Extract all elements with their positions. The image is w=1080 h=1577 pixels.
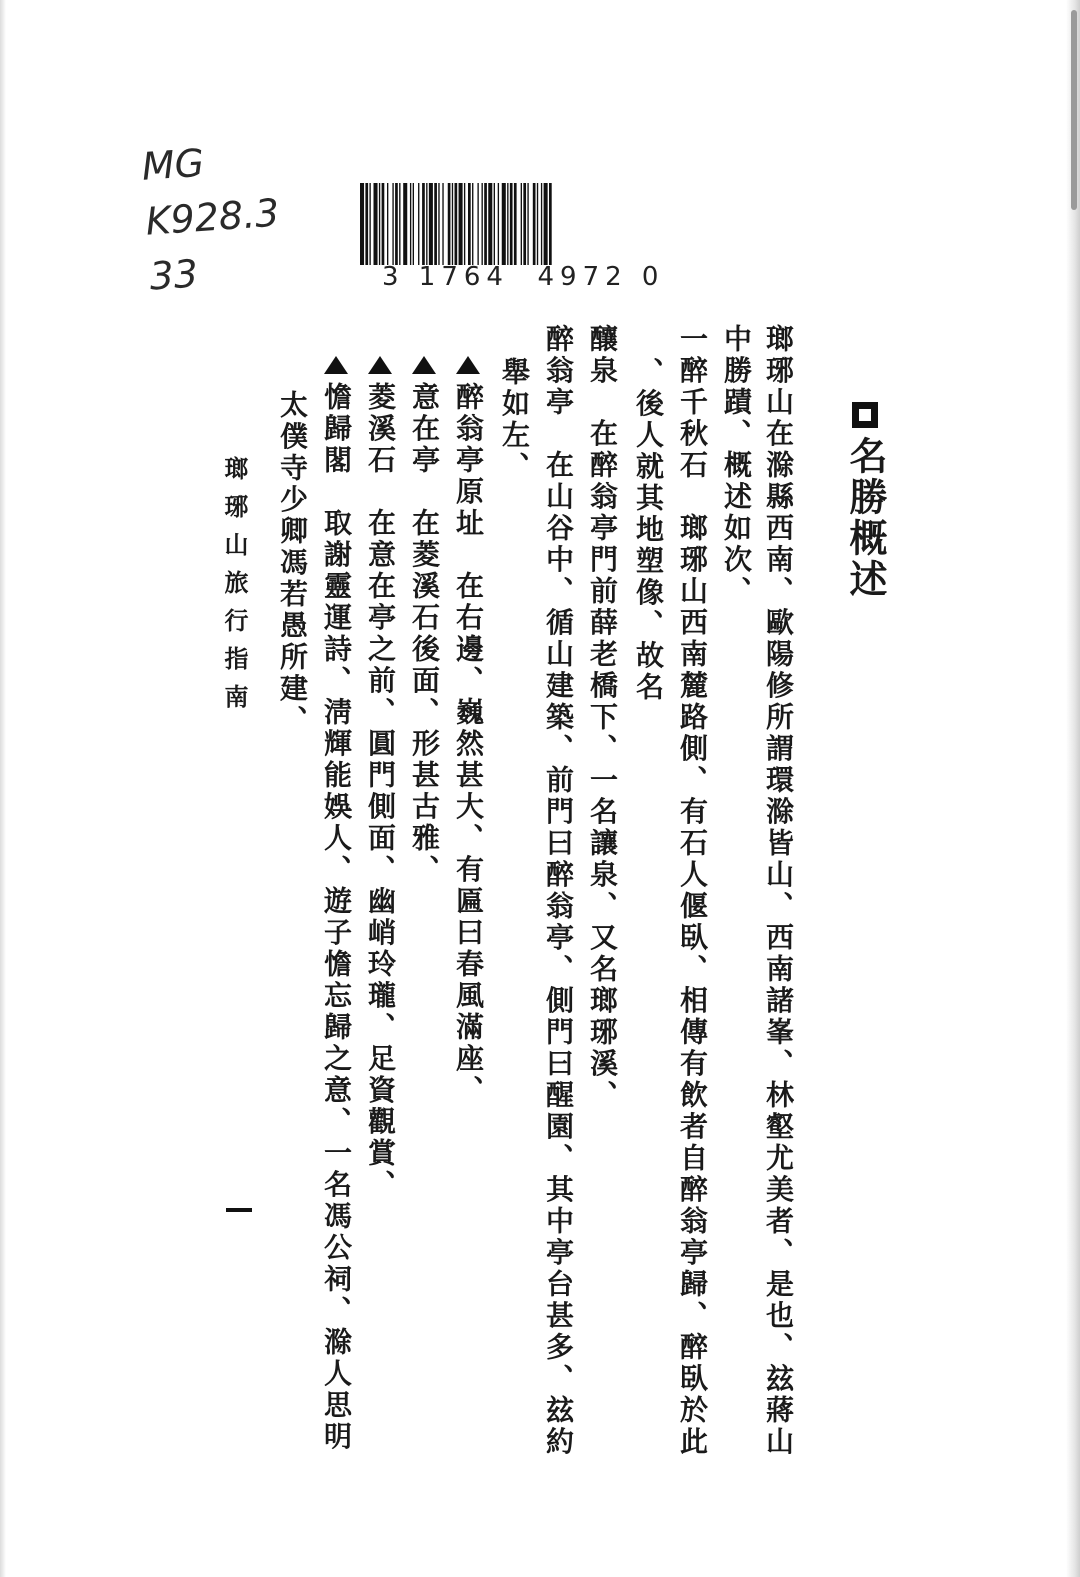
text-column: 舉如左、 (498, 357, 531, 483)
barcode-bar (448, 183, 451, 265)
barcode-bar (472, 183, 473, 265)
barcode-bar (494, 183, 495, 265)
handwritten-call-number (140, 131, 285, 305)
barcode-bar (452, 183, 453, 265)
text-column: 釀泉 在醉翁亭門前薛老橋下、一名讓泉、又名瑯琊溪、 (586, 324, 619, 1112)
barcode-bar (477, 183, 478, 265)
barcode-bar (533, 183, 536, 265)
text-column: 一醉千秋石 瑯琊山西南麓路側、有石人偃臥、相傳有飲者自醉翁亭歸、醉臥於此 (676, 324, 709, 1458)
list-item-text: 意在亭 在菱溪石後面、形甚古雅、 (408, 382, 441, 886)
heading-text: 名勝概述 (843, 436, 888, 600)
barcode-bar (387, 183, 388, 265)
section-heading (843, 402, 888, 600)
barcode-bar (418, 183, 419, 265)
barcode-bar (510, 183, 513, 265)
barcode-bar (521, 183, 522, 265)
barcode-bar (482, 183, 483, 265)
page-number-mark (226, 1208, 252, 1212)
list-item-text: 憺歸閣 取謝靈運詩、淸輝能娛人、遊子憺忘歸之意、一名馮公祠、滁人思明 (320, 382, 353, 1453)
list-item-text: 醉翁亭原址 在右邊、巍然甚大、有匾曰春風滿座、 (452, 382, 485, 1107)
list-item-text: 菱溪石 在意在亭之前、圓門側面、幽峭玲瓏、足資觀賞、 (364, 382, 397, 1201)
barcode-bar (488, 183, 492, 265)
square-bullet-icon (852, 402, 878, 428)
call-number-line: K928.3 (144, 190, 281, 244)
barcode-bar (537, 183, 538, 265)
list-item (320, 356, 353, 1453)
barcode-bar (399, 183, 400, 265)
barcode-bar (549, 183, 552, 265)
barcode-bar (360, 183, 364, 265)
call-number-line: 33 (148, 251, 200, 299)
barcode-bar (468, 183, 471, 265)
barcode-bar (374, 183, 378, 265)
triangle-bullet-icon (412, 356, 436, 374)
page-edge-shadow (1066, 0, 1080, 1577)
barcode-bar (544, 183, 548, 265)
scrollbar-thumb[interactable] (1071, 10, 1077, 210)
text-column: 、後人就其地塑像、故名 (632, 357, 665, 704)
list-item (364, 356, 397, 1201)
barcode-bar (438, 183, 439, 265)
page-edge (0, 0, 6, 1577)
running-footer: 瑯琊山旅行指南 (220, 456, 249, 722)
barcode-bar (434, 183, 437, 265)
barcode-bar (527, 183, 528, 265)
barcode-bar (403, 183, 407, 265)
barcode-bar (429, 183, 433, 265)
barcode-bar (442, 183, 443, 265)
text-column: 醉翁亭 在山谷中、循山建築、前門曰醉翁亭、側門曰醒園、其中亭台甚多、玆約 (542, 324, 575, 1458)
barcode-bar (382, 183, 385, 265)
barcode-bar (502, 183, 506, 265)
barcode-bar (410, 183, 411, 265)
barcode-bar (459, 183, 463, 265)
barcode-bar (507, 183, 508, 265)
triangle-bullet-icon (368, 356, 392, 374)
barcode-bar (365, 183, 368, 265)
barcode-bar (455, 183, 458, 265)
list-item (452, 356, 485, 1107)
barcode-bar (523, 183, 526, 265)
barcode (358, 183, 664, 265)
triangle-bullet-icon (456, 356, 480, 374)
barcode-bar (379, 183, 380, 265)
barcode-bar (464, 183, 465, 265)
barcode-bar (395, 183, 398, 265)
text-column: 瑯琊山在滁縣西南、歐陽修所謂環滁皆山、西南諸峯、林壑尤美者、是也、玆蔣山 (762, 324, 795, 1458)
barcode-bar (422, 183, 425, 265)
barcode-bar (541, 183, 542, 265)
text-column: 太僕寺少卿馮若愚所建、 (276, 390, 309, 737)
barcode-bar (514, 183, 517, 265)
barcode-bar (369, 183, 370, 265)
barcode-bar (392, 183, 393, 265)
barcode-bar (498, 183, 499, 265)
barcode-bar (484, 183, 487, 265)
barcode-bar (426, 183, 427, 265)
triangle-bullet-icon (324, 356, 348, 374)
list-item (408, 356, 441, 886)
call-number-line: MG (140, 140, 206, 189)
barcode-number: 3 1764 4972 0 (382, 262, 665, 292)
text-column: 中勝蹟、概述如次、 (720, 324, 753, 608)
barcode-bar (413, 183, 414, 265)
